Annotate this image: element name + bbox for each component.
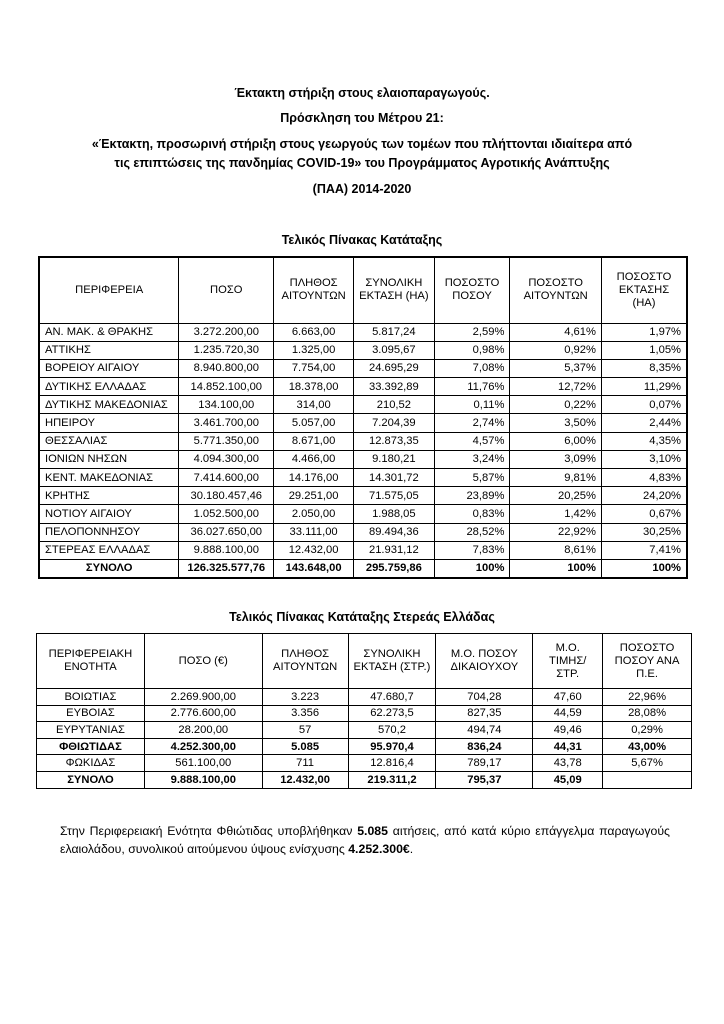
table-row <box>37 689 692 706</box>
data-cell: 1.325,00 <box>274 341 354 359</box>
data-cell: 1.235.720,30 <box>179 341 274 359</box>
data-cell: 4,57% <box>434 432 510 450</box>
data-cell: 33.111,00 <box>274 523 354 541</box>
data-cell: 7.414.600,00 <box>179 469 274 487</box>
data-cell: 11,29% <box>601 378 687 396</box>
col-header-avg-amount: Μ.Ο. ΠΟΣΟΥ ΔΙΚΑΙΟΥΧΟΥ <box>436 634 533 689</box>
data-cell: 9.180,21 <box>354 450 435 468</box>
data-cell: 44,31 <box>533 738 603 755</box>
data-cell: 210,52 <box>354 396 435 414</box>
data-cell: 30.180.457,46 <box>179 487 274 505</box>
data-cell: 36.027.650,00 <box>179 523 274 541</box>
data-cell: 5.771.350,00 <box>179 432 274 450</box>
row-label-cell: ΒΟΡΕΙΟΥ ΑΙΓΑΙΟΥ <box>39 359 179 377</box>
data-cell: 5.817,24 <box>354 323 435 341</box>
data-cell: 28,52% <box>434 523 510 541</box>
data-cell: 8.671,00 <box>274 432 354 450</box>
data-cell: 3,24% <box>434 450 510 468</box>
doc-programme-period: (ΠΑΑ) 2014-2020 <box>312 182 412 196</box>
data-cell: 9,81% <box>510 469 602 487</box>
data-cell: 4.466,00 <box>274 450 354 468</box>
table-row <box>39 487 687 505</box>
table1-title: Τελικός Πίνακας Κατάταξης <box>281 233 443 247</box>
data-cell: 9.888.100,00 <box>144 771 262 788</box>
data-cell: 1.052.500,00 <box>179 505 274 523</box>
col-header-applicants: ΠΛΗΘΟΣ ΑΙΤΟΥΝΤΩΝ <box>262 634 348 689</box>
data-cell: 12.873,35 <box>354 432 435 450</box>
data-cell: 7,41% <box>601 541 687 559</box>
col-header-area-str: ΣΥΝΟΛΙΚΗ ΕΚΤΑΣΗ (ΣΤΡ.) <box>348 634 436 689</box>
row-label-cell: ΦΩΚΙΔΑΣ <box>37 755 145 772</box>
table-header-row <box>39 257 687 323</box>
data-cell: 143.648,00 <box>274 559 354 577</box>
data-cell: 23,89% <box>434 487 510 505</box>
summary-text-1: Στην Περιφερειακή Ενότητα Φθιώτιδας υποβλήθηκαν <box>60 824 358 838</box>
data-cell: 4,61% <box>510 323 602 341</box>
data-cell: 43,00% <box>603 738 692 755</box>
data-cell: 24.695,29 <box>354 359 435 377</box>
data-cell: 8.940.800,00 <box>179 359 274 377</box>
row-label-cell: ΒΟΙΩΤΙΑΣ <box>37 689 145 706</box>
row-label-cell: ΔΥΤΙΚΗΣ ΕΛΛΑΔΑΣ <box>39 378 179 396</box>
table-row <box>39 450 687 468</box>
col-header-applicants: ΠΛΗΘΟΣ ΑΙΤΟΥΝΤΩΝ <box>274 257 354 323</box>
row-label-cell: ΚΕΝΤ. ΜΑΚΕΔΟΝΙΑΣ <box>39 469 179 487</box>
data-cell: 2,59% <box>434 323 510 341</box>
data-cell: 0,67% <box>601 505 687 523</box>
data-cell: 3,10% <box>601 450 687 468</box>
data-cell: 0,07% <box>601 396 687 414</box>
data-cell: 71.575,05 <box>354 487 435 505</box>
data-cell: 795,37 <box>436 771 533 788</box>
data-cell: 33.392,89 <box>354 378 435 396</box>
data-cell: 3.223 <box>262 689 348 706</box>
table-row <box>39 523 687 541</box>
data-cell: 7,83% <box>434 541 510 559</box>
data-cell: 12.432,00 <box>262 771 348 788</box>
data-cell: 14.852.100,00 <box>179 378 274 396</box>
row-label-cell: ΙΟΝΙΩΝ ΝΗΣΩΝ <box>39 450 179 468</box>
data-cell: 14.301,72 <box>354 469 435 487</box>
data-cell: 6,00% <box>510 432 602 450</box>
data-cell: 100% <box>434 559 510 577</box>
row-label-cell: ΠΕΛΟΠΟΝΝΗΣΟΥ <box>39 523 179 541</box>
summary-requested-amount: 4.252.300€ <box>348 842 410 856</box>
data-cell: 11,76% <box>434 378 510 396</box>
data-cell: 789,17 <box>436 755 533 772</box>
data-cell: 14.176,00 <box>274 469 354 487</box>
data-cell: 100% <box>601 559 687 577</box>
doc-call-title: Πρόσκληση του Μέτρου 21: <box>280 111 444 125</box>
col-header-avg-price: Μ.Ο. ΤΙΜΗΣ/ΣΤΡ. <box>533 634 603 689</box>
data-cell: 711 <box>262 755 348 772</box>
data-cell: 134.100,00 <box>179 396 274 414</box>
data-cell: 3.272.200,00 <box>179 323 274 341</box>
data-cell: 5,87% <box>434 469 510 487</box>
data-cell: 8,35% <box>601 359 687 377</box>
data-cell: 219.311,2 <box>348 771 436 788</box>
summary-text-3: . <box>409 842 414 856</box>
doc-title: Έκτακτη στήριξη στους ελαιοπαραγωγούς. <box>234 86 490 100</box>
data-cell: 4,35% <box>601 432 687 450</box>
data-cell: 126.325.577,76 <box>179 559 274 577</box>
data-cell: 827,35 <box>436 705 533 722</box>
row-label-cell: ΣΥΝΟΛΟ <box>37 771 145 788</box>
data-cell: 3.461.700,00 <box>179 414 274 432</box>
data-cell: 62.273,5 <box>348 705 436 722</box>
data-cell: 5,37% <box>510 359 602 377</box>
ranking-table <box>38 256 688 579</box>
summary-paragraph <box>60 822 670 858</box>
row-label-cell: ΕΥΡΥΤΑΝΙΑΣ <box>37 722 145 739</box>
table-row <box>39 341 687 359</box>
row-label-cell: ΗΠΕΙΡΟΥ <box>39 414 179 432</box>
table-row <box>39 396 687 414</box>
data-cell: 47.680,7 <box>348 689 436 706</box>
data-cell: 20,25% <box>510 487 602 505</box>
data-cell: 12.816,4 <box>348 755 436 772</box>
row-label-cell: ΝΟΤΙΟΥ ΑΙΓΑΙΟΥ <box>39 505 179 523</box>
data-cell: 1,05% <box>601 341 687 359</box>
data-cell: 6.663,00 <box>274 323 354 341</box>
data-cell: 3,50% <box>510 414 602 432</box>
data-cell: 28,08% <box>603 705 692 722</box>
data-cell: 30,25% <box>601 523 687 541</box>
data-cell: 22,92% <box>510 523 602 541</box>
row-label-cell: ΔΥΤΙΚΗΣ ΜΑΚΕΔΟΝΙΑΣ <box>39 396 179 414</box>
data-cell <box>603 771 692 788</box>
table-row <box>39 541 687 559</box>
data-cell: 43,78 <box>533 755 603 772</box>
table2-title: Τελικός Πίνακας Κατάταξης Στερεάς Ελλάδας <box>229 610 495 624</box>
table-row <box>39 432 687 450</box>
data-cell: 12.432,00 <box>274 541 354 559</box>
data-cell: 570,2 <box>348 722 436 739</box>
table-row <box>39 414 687 432</box>
table-row <box>37 722 692 739</box>
data-cell: 8,61% <box>510 541 602 559</box>
data-cell: 89.494,36 <box>354 523 435 541</box>
data-cell: 2.776.600,00 <box>144 705 262 722</box>
col-header-unit: ΠΕΡΙΦΕΡΕΙΑΚΗ ΕΝΟΤΗΤΑ <box>37 634 145 689</box>
data-cell: 295.759,86 <box>354 559 435 577</box>
data-cell: 49,46 <box>533 722 603 739</box>
row-label-cell: ΑΝ. ΜΑΚ. & ΘΡΑΚΗΣ <box>39 323 179 341</box>
data-cell: 28.200,00 <box>144 722 262 739</box>
table-row <box>39 359 687 377</box>
table-row <box>39 323 687 341</box>
data-cell: 2.269.900,00 <box>144 689 262 706</box>
data-cell: 7,08% <box>434 359 510 377</box>
data-cell: 21.931,12 <box>354 541 435 559</box>
data-cell: 4.094.300,00 <box>179 450 274 468</box>
col-header-applicants-pct: ΠΟΣΟΣΤΟ ΑΙΤΟΥΝΤΩΝ <box>510 257 602 323</box>
total-row <box>37 771 692 788</box>
table-row <box>37 755 692 772</box>
data-cell: 4,83% <box>601 469 687 487</box>
data-cell: 5.085 <box>262 738 348 755</box>
row-label-cell: ΦΘΙΩΤΙΔΑΣ <box>37 738 145 755</box>
data-cell: 1,42% <box>510 505 602 523</box>
summary-applications-count: 5.085 <box>357 824 388 838</box>
data-cell: 2.050,00 <box>274 505 354 523</box>
table-row <box>37 738 692 755</box>
col-header-amount-eur: ΠΟΣΟ (€) <box>144 634 262 689</box>
data-cell: 0,83% <box>434 505 510 523</box>
data-cell: 0,11% <box>434 396 510 414</box>
data-cell: 494,74 <box>436 722 533 739</box>
data-cell: 24,20% <box>601 487 687 505</box>
doc-measure-line2: τις επιπτώσεις της πανδημίας COVID-19» του Προγράμματος Αγροτικής Ανάπτυξης <box>114 156 610 170</box>
data-cell: 57 <box>262 722 348 739</box>
row-label-cell: ΣΥΝΟΛΟ <box>39 559 179 577</box>
data-cell: 5.057,00 <box>274 414 354 432</box>
data-cell: 3.095,67 <box>354 341 435 359</box>
col-header-amount-share: ΠΟΣΟΣΤΟ ΠΟΣΟΥ ΑΝΑ Π.Ε. <box>603 634 692 689</box>
row-label-cell: ΣΤΕΡΕΑΣ ΕΛΛΑΔΑΣ <box>39 541 179 559</box>
data-cell: 7.754,00 <box>274 359 354 377</box>
row-label-cell: ΚΡΗΤΗΣ <box>39 487 179 505</box>
data-cell: 18.378,00 <box>274 378 354 396</box>
sterea-ranking-table <box>36 633 692 789</box>
data-cell: 1,97% <box>601 323 687 341</box>
data-cell: 100% <box>510 559 602 577</box>
data-cell: 0,92% <box>510 341 602 359</box>
data-cell: 29.251,00 <box>274 487 354 505</box>
data-cell: 314,00 <box>274 396 354 414</box>
table-header-row <box>37 634 692 689</box>
col-header-amount-pct: ΠΟΣΟΣΤΟ ΠΟΣΟΥ <box>434 257 510 323</box>
data-cell: 12,72% <box>510 378 602 396</box>
data-cell: 3.356 <box>262 705 348 722</box>
data-cell: 45,09 <box>533 771 603 788</box>
data-cell: 0,22% <box>510 396 602 414</box>
data-cell: 0,98% <box>434 341 510 359</box>
data-cell: 2,44% <box>601 414 687 432</box>
doc-measure-line1: «Έκτακτη, προσωρινή στήριξη στους γεωργούς των τομέων που πλήττονται ιδιαίτερα από <box>91 137 633 151</box>
data-cell: 47,60 <box>533 689 603 706</box>
row-label-cell: ΘΕΣΣΑΛΙΑΣ <box>39 432 179 450</box>
data-cell: 44,59 <box>533 705 603 722</box>
data-cell: 22,96% <box>603 689 692 706</box>
data-cell: 5,67% <box>603 755 692 772</box>
data-cell: 9.888.100,00 <box>179 541 274 559</box>
data-cell: 0,29% <box>603 722 692 739</box>
summary-text-2: αιτήσεις, από κατά κύριο επάγγελμα παραγωγούς ελαιολάδου, συνολικού αιτούμενου ύψους ενίσχυσης <box>60 824 670 856</box>
table-row <box>37 705 692 722</box>
data-cell: 704,28 <box>436 689 533 706</box>
col-header-region: ΠΕΡΙΦΕΡΕΙΑ <box>39 257 179 323</box>
data-cell: 561.100,00 <box>144 755 262 772</box>
data-cell: 3,09% <box>510 450 602 468</box>
row-label-cell: ΕΥΒΟΙΑΣ <box>37 705 145 722</box>
data-cell: 95.970,4 <box>348 738 436 755</box>
data-cell: 1.988,05 <box>354 505 435 523</box>
total-row <box>39 559 687 577</box>
table-row <box>39 469 687 487</box>
table-row <box>39 378 687 396</box>
data-cell: 7.204,39 <box>354 414 435 432</box>
col-header-area: ΣΥΝΟΛΙΚΗ ΕΚΤΑΣΗ (HA) <box>354 257 435 323</box>
row-label-cell: ΑΤΤΙΚΗΣ <box>39 341 179 359</box>
col-header-amount: ΠΟΣΟ <box>179 257 274 323</box>
data-cell: 4.252.300,00 <box>144 738 262 755</box>
col-header-area-pct: ΠΟΣΟΣΤΟ ΕΚΤΑΣΗΣ (HA) <box>601 257 687 323</box>
table-row <box>39 505 687 523</box>
data-cell: 836,24 <box>436 738 533 755</box>
data-cell: 2,74% <box>434 414 510 432</box>
